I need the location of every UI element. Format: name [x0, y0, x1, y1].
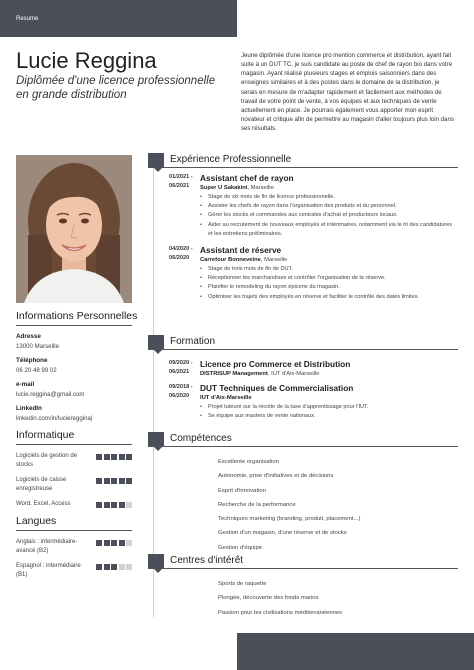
competence-item: Gestion d'un magasin, d'une réserve et de stocks: [218, 530, 347, 537]
entry-title: DUT Techniques de Commercialisation: [200, 383, 354, 393]
skill-name: Word, Excel, Access: [16, 501, 71, 507]
competences-list: [148, 458, 458, 558]
info-address: [16, 333, 132, 350]
skill-row: [16, 562, 132, 580]
bullet-item: • Projet tuteuré sur la récolte de la taxe d'apprentissage pour l'IUT.: [200, 403, 458, 412]
info-linkedin: [16, 405, 132, 422]
informatique-section-title: Informatique: [16, 429, 132, 445]
bullet-item: • Stage de trois mois de fin de DUT.: [200, 265, 458, 274]
date-start: 09/2020 -: [169, 360, 193, 366]
informatique-skills: [16, 452, 132, 509]
skill-dot-empty: [126, 540, 132, 546]
skill-dot-filled: [96, 478, 102, 484]
skill-dot-filled: [111, 454, 117, 460]
section-header: [148, 433, 458, 447]
info-value[interactable]: linkedin.com/in/luciereggina|: [16, 415, 93, 422]
entry-body: [197, 173, 458, 239]
formation-title: Formation: [170, 336, 216, 347]
formation-entry: [148, 383, 458, 421]
info-value[interactable]: lucie.reggina@gmail.com: [16, 391, 85, 398]
entry-company: [200, 257, 458, 263]
company-location: , Marseille: [247, 185, 274, 191]
skill-level: [96, 540, 132, 546]
entry-title: Assistant de réserve: [200, 245, 282, 256]
date-end: 06/2021: [169, 369, 190, 375]
entry-body: [197, 245, 458, 302]
bullet-item: • Se équipe aux masters de vente nationaux.: [200, 412, 458, 421]
company-location: , Marseille: [260, 257, 288, 264]
skill-dot-filled: [96, 454, 102, 460]
entry-date: [148, 359, 197, 379]
skill-name: Logiciels de gestion de stocks: [16, 453, 78, 468]
formation-section: [148, 336, 458, 425]
entry-body: [197, 359, 458, 379]
info-label: Téléphone: [16, 357, 48, 364]
interets-title: Centres d'intérêt: [170, 555, 244, 566]
resume-label: Resume: [16, 16, 39, 22]
skill-dot-filled: [104, 454, 110, 460]
skill-dot-filled: [119, 454, 125, 460]
company-name: IUT d'Aix-Marseille: [200, 395, 252, 401]
company-name: DISTRISUP Management: [200, 371, 268, 377]
info-label: e-mail: [16, 381, 35, 388]
competence-item: Excellente organisation: [218, 459, 279, 465]
section-flag-icon: [148, 153, 164, 167]
skill-dot-filled: [104, 564, 110, 570]
competences-section: [148, 433, 458, 558]
entry-company: [200, 185, 458, 191]
info-value: 13000 Marseille: [16, 343, 60, 350]
competence-item: Gestion d'équipe: [218, 544, 263, 551]
info-email: [16, 381, 132, 398]
entry-date: [148, 383, 197, 421]
entry-company: [200, 395, 458, 401]
candidate-name: Lucie Reggina: [16, 48, 157, 73]
info-phone: [16, 357, 132, 374]
skill-row: [16, 500, 132, 509]
skill-dot-filled: [96, 564, 102, 570]
interets-section: [148, 555, 458, 623]
competences-title: Compétences: [170, 433, 232, 444]
bullet-item: • Assister les chefs de rayon dans l'organisation des produits et du personnel.: [200, 202, 458, 211]
competence-item: Recherche de la performance: [218, 501, 296, 508]
skill-dot-filled: [111, 540, 117, 546]
skill-dot-filled: [126, 454, 132, 460]
section-header: [148, 154, 458, 168]
interet-item: Plongée, découverte des fonds marins: [218, 595, 319, 602]
entry-date: [148, 173, 197, 239]
info-label: LinkedIn: [16, 405, 42, 412]
skill-dot-empty: [126, 564, 132, 570]
skill-dot-filled: [96, 540, 102, 546]
date-end: 06/2020: [169, 393, 190, 399]
experience-section: [148, 154, 458, 306]
date-end: 06/2021: [169, 183, 190, 189]
skill-dot-filled: [119, 540, 125, 546]
skill-dot-filled: [104, 478, 110, 484]
left-column: [16, 310, 138, 586]
entry-title: Assistant chef de rayon: [200, 173, 294, 183]
entry-bullets: [200, 265, 458, 302]
skill-dot-filled: [111, 478, 117, 484]
section-flag-icon: [148, 432, 164, 446]
skill-dot-filled: [111, 502, 117, 508]
skill-dot-empty: [126, 502, 132, 508]
candidate-subtitle: Diplômée d'une licence professionnelle en grande distribution: [16, 75, 216, 101]
skill-row: [16, 538, 132, 556]
skill-level: [96, 478, 132, 484]
company-location: , IUT d'Aix-Marseille: [267, 371, 320, 377]
bullet-item: • Gérer les stocks et commandes aux centrales d'achat et producteurs locaux.: [200, 211, 458, 220]
skill-dot-filled: [96, 502, 102, 508]
date-end: 06/2020: [169, 255, 190, 262]
date-start: 01/2021 -: [169, 174, 193, 180]
bullet-item: • Réceptionner les marchandises et contrôler l'organisation de la réserve.: [200, 274, 458, 283]
skill-dot-filled: [126, 478, 132, 484]
formation-entry: [148, 359, 458, 379]
entry-company: [200, 371, 458, 377]
company-name: Super U Sakakini: [200, 185, 248, 191]
bullet-item: • Aider au recrutement de nouveaux employés et intérimaires, notamment via le tri des candidatures et les entretiens préliminaires.: [200, 221, 458, 239]
skill-row: [16, 452, 132, 470]
langues-skills: [16, 538, 132, 580]
skill-name: Logiciels de caisse enregistreuse: [16, 477, 67, 492]
skill-dot-filled: [119, 502, 125, 508]
skill-dot-filled: [104, 502, 110, 508]
intro-paragraph: Jeune diplômée d'une licence pro mention commerce et distribution, ayant fait suite à un DUT TC, je suis candidate au poste de chef de rayon bio dans votre magasin. Ayant réalisé plusieurs stages et emplois saisonniers dans des enseignes similaires et à des postes dans le domaine de la distribution, je serais en mesure de m'adapter rapidement et facilement aux méthodes de travail de votre point de vente, à vos équipes et aux techniques de vente actuellement en place. Je pourrais également vous apporter mon esprit novateur et critique afin de permettre au magasin d'aller toujours plus loin dans ses résultats.: [241, 52, 454, 133]
section-flag-icon: [148, 554, 164, 568]
info-section-title: Informations Personnelles: [16, 310, 132, 326]
entry-body: [197, 383, 458, 421]
date-start: 04/2020 -: [169, 246, 193, 253]
bottom-banner: [237, 633, 474, 670]
skill-row: [16, 476, 132, 494]
top-banner: [0, 0, 237, 37]
section-flag-icon: [148, 335, 164, 349]
experience-title: Expérience Professionnelle: [170, 154, 292, 165]
info-value: 06 20 48 99 02: [16, 367, 57, 374]
experience-entry: [148, 245, 458, 302]
competence-item: Autonomie, prise d'initiatives et de décisions: [218, 473, 334, 480]
skill-level: [96, 564, 132, 570]
entry-bullets: [200, 193, 458, 239]
bullet-item: • Optimiser les trajets des employés en réserve et faciliter le contrôle des dates limites.: [200, 293, 458, 302]
skill-level: [96, 502, 132, 508]
info-label: Adresse: [16, 333, 41, 340]
competence-item: Esprit d'innovation: [218, 487, 266, 494]
skill-dot-filled: [104, 540, 110, 546]
interet-item: Passion pour les civilisations méditerranéennes: [218, 609, 343, 616]
skill-name: Espagnol : intermédiaire (B1): [16, 563, 81, 578]
skill-dot-empty: [119, 564, 125, 570]
entry-title: Licence pro Commerce et Distribution: [200, 359, 351, 369]
date-start: 09/2018 -: [169, 384, 193, 390]
skill-dot-filled: [119, 478, 125, 484]
interet-item: Sports de raquette: [218, 581, 267, 587]
langues-section-title: Langues: [16, 515, 132, 531]
experience-entry: [148, 173, 458, 239]
profile-photo: [16, 155, 132, 303]
entry-date: [148, 245, 197, 302]
skill-dot-filled: [111, 564, 117, 570]
competence-item: Techniques marketing (branding, produit, placement...): [218, 516, 361, 523]
bullet-item: • Planifier le remodeling du rayon épicerie du magasin.: [200, 283, 458, 292]
skill-name: Anglais : intermédiaire-avancé (B2): [16, 539, 78, 554]
interets-list: [148, 580, 458, 623]
section-header: [148, 555, 458, 569]
skill-level: [96, 454, 132, 460]
entry-bullets: [200, 403, 458, 421]
section-header: [148, 336, 458, 350]
company-name: Carrefour Bonneveine: [200, 257, 261, 264]
bullet-item: • Stage de six mois de fin de licence professionnelle.: [200, 193, 458, 202]
